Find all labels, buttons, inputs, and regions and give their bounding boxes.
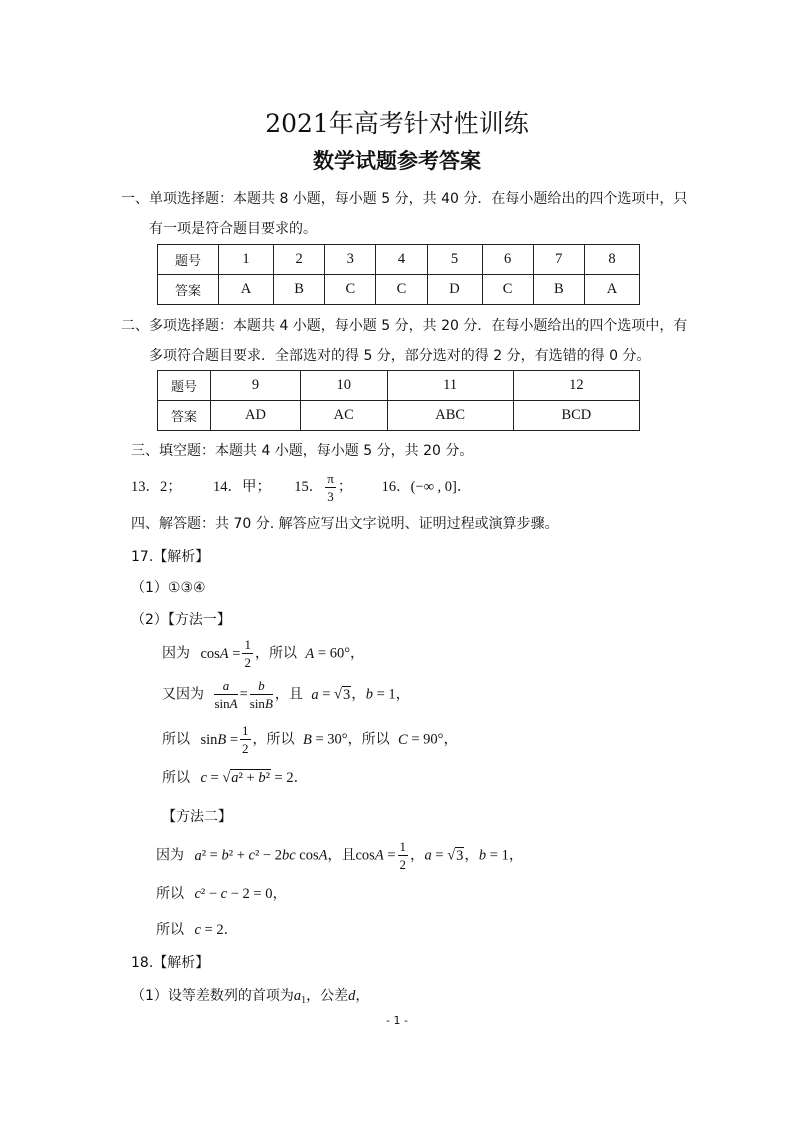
q17-line-result: 所以 c = 2． [156,922,239,938]
answer-14: 14．甲； [213,478,271,495]
section3-instruction: 三、填空题：本题共 4 小题，每小题 5 分，共 20 分。 [131,443,474,459]
label-yinwei: 因为 [162,645,190,662]
q17-line-cosA: 因为 cosA = $\frac{1}{2}$ ，所以 A = 60°， [162,637,365,670]
q18-heading: 18.【解析】 [131,955,210,971]
question-number: 2 [274,245,325,275]
q17-line-cosine-rule: 因为 a² = b² + c² − 2bc cosA，且cosA = $\frac{1}{2}$ ，a = √3，b = 1， [156,839,524,872]
q18-part1-mid: ，公差 [306,988,349,1004]
section2-instruction-line1: 二、多项选择题：本题共 4 小题，每小题 5 分，共 20 分．在每小题给出的四个选项中，有 [121,318,688,334]
label-suoyi: ，所以 [252,731,295,748]
answer-15-label: 15． [294,478,324,495]
label-qie: ，且 [274,686,303,703]
answer-cell: B [274,275,325,305]
question-number: 7 [533,245,584,275]
label-yinwei: 因为 [156,847,184,864]
answer-cell: AD [211,401,301,431]
answer-15-fraction [325,470,336,505]
question-number: 1 [219,245,274,275]
answer-15-tail: ； [337,478,353,495]
answer-cell: ABC [387,401,513,431]
label-suoyi: ，所以 [347,731,390,748]
question-number: 5 [427,245,482,275]
page-subtitle: 数学试题参考答案 [313,149,481,173]
answer-cell: A [219,275,274,305]
table-row-answers [158,401,640,431]
page-number: - 1 - [386,1014,408,1027]
table-row-answers [158,275,640,305]
answer-label: 答案 [158,275,219,305]
page-title: 2021年高考针对性训练 [265,109,529,138]
q18-part1-text: （1）设等差数列的首项为 [131,988,294,1004]
q17-method2: 【方法二】 [162,809,232,825]
label-youyinwei: 又因为 [162,686,204,703]
q18-part1-end: ， [355,988,370,1004]
answer-cell: B [533,275,584,305]
table-row-numbers [158,245,640,275]
q17-part1: （1）①③④ [131,580,206,596]
label-suoyi: ，所以 [254,645,297,662]
question-number: 11 [387,371,513,401]
fraction-numerator: π [327,471,334,486]
label-suoyi: 所以 [162,731,190,748]
answer-cell: C [325,275,376,305]
label-suoyi: 所以 [162,770,190,786]
answer-cell: BCD [513,401,639,431]
q17-line-c: 所以 c = √a² + b² = 2． [162,770,309,786]
section2-instruction-line2: 多项符合题目要求．全部选对的得 5 分，部分选对的得 2 分，有选错的得 0 分。 [149,348,651,364]
label-suoyi: 所以 [156,922,184,938]
header-label: 题号 [158,371,211,401]
question-number: 6 [482,245,533,275]
section1-instruction-line2: 有一项是符合题目要求的。 [149,221,317,237]
answer-label: 答案 [158,401,211,431]
answer-cell: D [427,275,482,305]
q17-part2-method1: （2）【方法一】 [131,612,231,628]
answer-cell: C [376,275,427,305]
answer-cell: A [584,275,639,305]
fraction-denominator: 3 [327,489,334,504]
label-qie: ，且 [327,847,356,864]
question-number: 3 [325,245,376,275]
question-number: 10 [300,371,387,401]
section4-instruction: 四、解答题：共 70 分. 解答应写出文字说明、证明过程或演算步骤。 [131,516,559,532]
q17-heading: 17.【解析】 [131,549,210,565]
answer-16: 16．(−∞ , 0]． [381,478,472,495]
table-row-numbers [158,371,640,401]
label-suoyi: 所以 [156,886,184,902]
answer-cell: C [482,275,533,305]
q17-line-sine-rule: 又因为 $\frac{a}{\sin A}$ = $\frac{b}{\sin B}$ ，且 a = √3，b = 1， [162,678,411,711]
answer-13: 13．2； [131,478,182,495]
header-label: 题号 [158,245,219,275]
question-number: 8 [584,245,639,275]
question-number: 4 [376,245,427,275]
q17-line-sinB: 所以 sinB = $\frac{1}{2}$ ，所以 B = 30°，所以 C = 90°， [162,723,458,756]
q17-line-quadratic: 所以 c² − c − 2 = 0， [156,886,287,902]
fill-in-answers [131,470,471,505]
question-number: 9 [211,371,301,401]
question-number: 12 [513,371,639,401]
single-choice-answer-table [157,244,640,305]
q18-part1: （1）设等差数列的首项为$a_1$，公差d， [131,988,370,1006]
section1-instruction-line1: 一、单项选择题：本题共 8 小题，每小题 5 分，共 40 分．在每小题给出的四个选项中，只 [121,191,688,207]
answer-cell: AC [300,401,387,431]
multiple-choice-answer-table [157,370,640,431]
